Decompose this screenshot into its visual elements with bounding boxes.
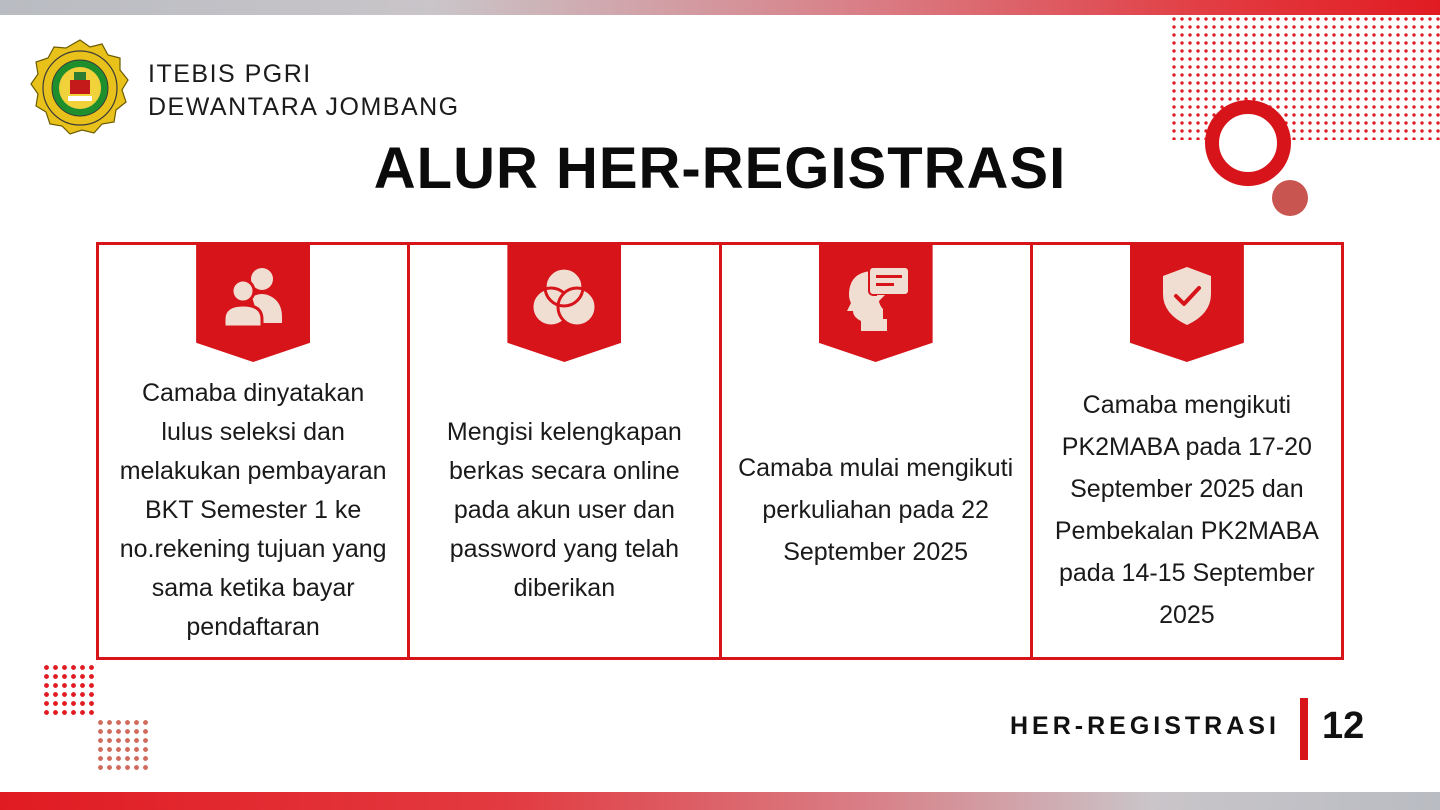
shield-check-icon bbox=[1159, 265, 1215, 327]
organization-name bbox=[148, 58, 460, 124]
step-card-3 bbox=[719, 242, 1033, 660]
decor-dot-grid-bottom-left-2 bbox=[96, 718, 152, 774]
decor-dot-grid-bottom-left-1 bbox=[42, 663, 98, 719]
top-gradient-bar bbox=[0, 0, 1440, 15]
steps-row bbox=[96, 242, 1344, 660]
itebis-logo bbox=[28, 38, 132, 138]
step-card-4 bbox=[1030, 242, 1344, 660]
footer-divider bbox=[1300, 698, 1308, 760]
step-text: Camaba dinyatakan lulus seleksi dan melakukan pembayaran BKT Semester 1 ke no.rekening tujuan yang sama ketika bayar pendaftaran bbox=[119, 378, 387, 641]
step-badge bbox=[1130, 242, 1244, 362]
venn-circles-icon bbox=[527, 265, 601, 331]
bottom-gradient-bar bbox=[0, 792, 1440, 810]
page-title: ALUR HER-REGISTRASI bbox=[373, 136, 1067, 201]
head-speech-icon bbox=[841, 265, 911, 333]
step-card-1 bbox=[96, 242, 410, 660]
users-icon bbox=[222, 265, 284, 331]
footer-section-label: HER-REGISTRASI bbox=[1010, 712, 1280, 740]
step-text: Camaba mengikuti PK2MABA pada 17-20 September 2025 dan Pembekalan PK2MABA pada 14-15 September 2025 bbox=[1054, 391, 1319, 629]
organization-line-1: ITEBIS PGRI bbox=[148, 60, 312, 88]
step-badge bbox=[819, 242, 933, 362]
step-card-2 bbox=[407, 242, 721, 660]
step-text: Mengisi kelengkapan berkas secara online pada akun user dan password yang telah diberikan bbox=[446, 417, 682, 602]
organization-line-2: DEWANTARA JOMBANG bbox=[148, 93, 460, 121]
step-text: Camaba mulai mengikuti perkuliahan pada 22 September 2025 bbox=[738, 454, 1014, 566]
page-number: 12 bbox=[1322, 705, 1365, 747]
step-badge bbox=[196, 242, 310, 362]
step-badge bbox=[507, 242, 621, 362]
